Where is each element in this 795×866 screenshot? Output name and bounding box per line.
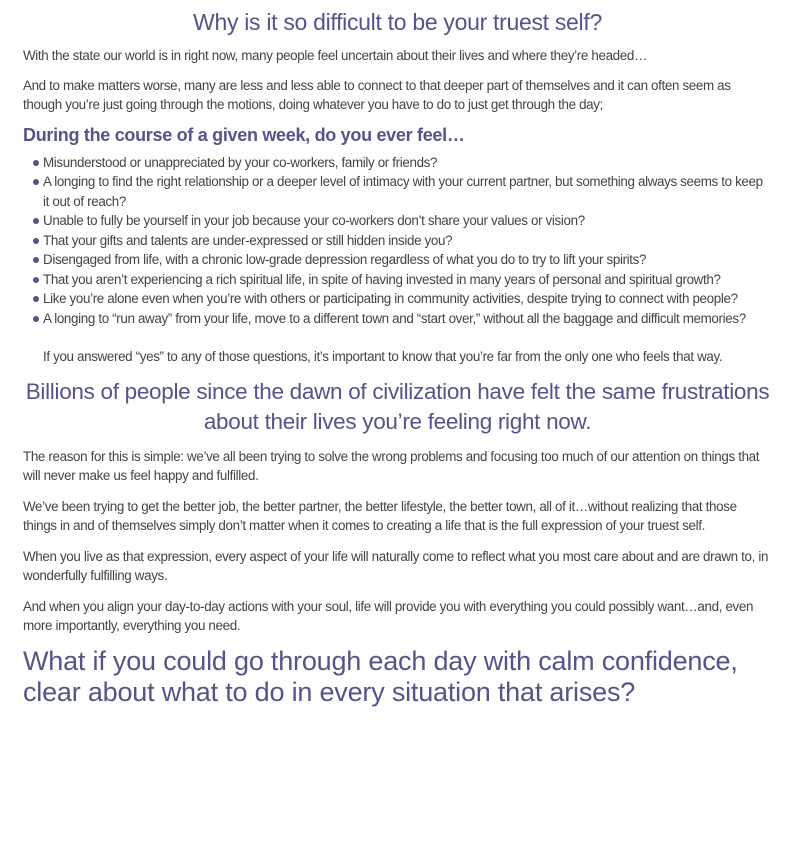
intro-paragraph: With the state our world is in right now, many people feel uncertain about their lives and where they’re headed… <box>23 48 648 63</box>
bullet-icon <box>33 316 39 322</box>
list-item-text: A longing to find the right relationship or a deeper level of intimacy with your current partner, but something always seems to keep it out of reach? <box>43 174 763 209</box>
list-item <box>43 309 772 329</box>
list-item <box>43 153 772 173</box>
bullet-icon <box>33 238 39 244</box>
bullet-icon <box>33 160 39 166</box>
question-list <box>23 153 772 329</box>
list-item <box>43 250 772 270</box>
list-item <box>43 289 772 309</box>
final-heading: What if you could go through each day with calm confidence, clear about what to do in every situation that arises? <box>23 645 738 707</box>
body-paragraph: When you live as that expression, every aspect of your life will naturally come to reflect what you most care about and are drawn to, in wonderfully fulfilling ways. <box>23 548 769 583</box>
list-item-text: Like you’re alone even when you’re with others or participating in community activities, despite trying to connect with people? <box>43 291 738 306</box>
list-item <box>43 231 772 251</box>
list-item <box>43 172 772 211</box>
body-paragraph: And when you align your day-to-day actions with your soul, life will provide you with everything you could possibly want…and, even more importantly, everything you need. <box>23 598 754 633</box>
body-paragraph: The reason for this is simple: we’ve all been trying to solve the wrong problems and focusing too much of our attention on things that will never make us feel happy and fulfilled. <box>23 448 760 483</box>
bullet-icon <box>33 179 39 185</box>
list-item-text: That you aren’t experiencing a rich spiritual life, in spite of having invested in many years of personal and spiritual growth? <box>43 271 721 287</box>
intro-paragraph: And to make matters worse, many are less and less able to connect to that deeper part of themselves and it can often seem as though you’re just going through the motions, doing whatever you have to do to just get through the day; <box>23 77 731 112</box>
bullet-icon <box>33 277 39 283</box>
bullet-icon <box>33 218 39 224</box>
bullet-icon <box>33 296 39 302</box>
list-item-text: A longing to “run away” from your life, move to a different town and “start over,” without all the baggage and difficult memories? <box>43 310 746 326</box>
list-item-text: Unable to fully be yourself in your job because your co-workers don’t share your values or vision? <box>43 213 585 228</box>
billions-heading: Billions of people since the dawn of civilization have felt the same frustrations about their lives you’re feeling right now. <box>25 378 770 434</box>
bullet-icon <box>33 257 39 263</box>
list-item-text: That your gifts and talents are under-expressed or still hidden inside you? <box>43 232 453 248</box>
list-item-text: Misunderstood or unappreciated by your co-workers, family or friends? <box>43 154 438 170</box>
list-item <box>43 270 772 290</box>
question-heading: During the course of a given week, do you ever feel… <box>23 124 465 145</box>
list-item <box>43 211 772 231</box>
answer-note: If you answered “yes” to any of those questions, it’s important to know that you’re far from the only one who feels that way. <box>43 349 723 364</box>
list-item-text: Disengaged from life, with a chronic low-grade depression regardless of what you do to try to lift your spirits? <box>43 252 647 267</box>
body-paragraph: We’ve been trying to get the better job, the better partner, the better lifestyle, the better town, all of it…without realizing that those things in and of themselves simply don’t matter when it comes to creating a life that is the full expression of your truest self. <box>23 498 737 533</box>
page-title: Why is it so difficult to be your truest self? <box>193 9 602 35</box>
